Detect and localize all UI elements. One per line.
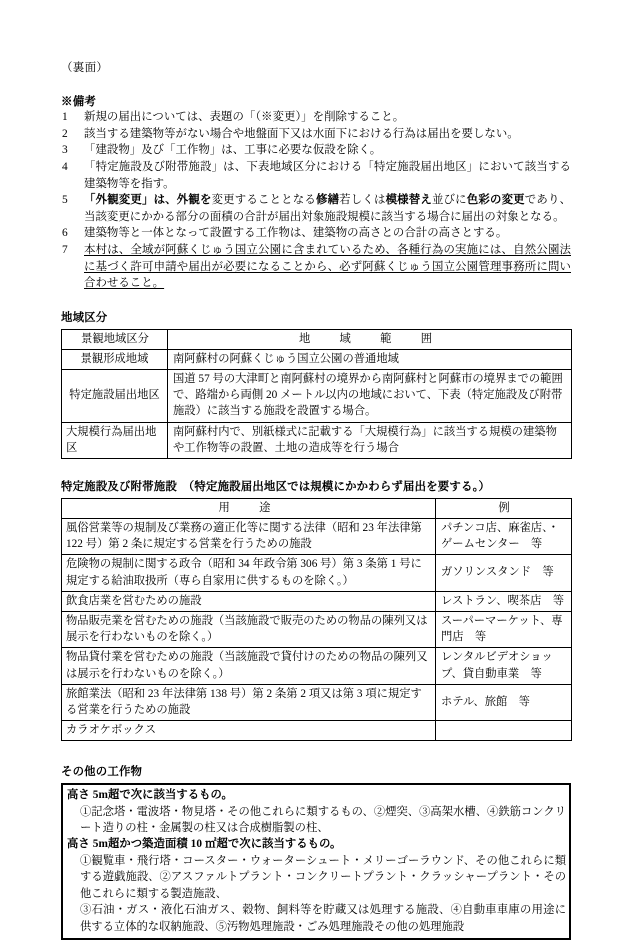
facility-row-example: レンタルビデオショップ、貸自動車業 等: [436, 648, 572, 684]
remark-note-text: [84, 225, 571, 242]
remark-note-text: [84, 109, 571, 126]
area-header-range: 地 域 範 囲: [168, 329, 572, 349]
facility-row-use: 危険物の規制に関する政令（昭和 34 年政令第 306 号）第 3 条第 1 号に規定する給油取扱所（専ら自家用に供するものを除く。）: [62, 555, 436, 591]
spacer: [61, 459, 571, 480]
remark-note-number: 7: [62, 243, 68, 256]
table-row: [62, 422, 572, 458]
facility-row-example: スーパーマーケット、専門店 等: [436, 612, 572, 648]
remarks-section: [61, 95, 571, 292]
facility-row-use: 旅館業法（昭和 23 年法律第 138 号）第 2 条第 2 項又は第 3 項に規定する営業を行うための施設: [62, 684, 436, 720]
spacer: [61, 292, 571, 311]
area-row-label: 特定施設届出地区: [62, 369, 168, 422]
facility-row-use: 物品貸付業を営むための施設（当該施設で貸付けのための物品の陳列又は展示を行わないものを除く。）: [62, 648, 436, 684]
facility-row-use: 飲食店業を営むための施設: [62, 591, 436, 611]
facility-row-example: [436, 721, 572, 741]
remark-note-segment: 模様替え: [385, 194, 432, 207]
remark-note-segment: 若しくは: [339, 194, 386, 207]
table-row: [62, 349, 572, 369]
remark-note-number: 1: [62, 111, 68, 124]
remark-note-segment: 「外観変更」は、外観を: [84, 194, 212, 207]
other-structures-heading: 高さ 5m超で次に該当するもの。: [67, 789, 233, 802]
area-row-range: 国道 57 号の大津町と南阿蘇村の境界から南阿蘇村と阿蘇市の境界までの範囲で、路端から両側 20 メートル以内の地域において、下表（特定施設及び附帯施設）に該当する施設を設置する場合。: [168, 369, 572, 422]
facility-row-example: ホテル、旅館 等: [436, 684, 572, 720]
remarks-title: ※備考: [61, 95, 97, 108]
remark-note: [61, 159, 571, 192]
remark-note-number: 4: [62, 160, 68, 173]
facility-table: [61, 498, 572, 742]
remark-note-number: 3: [62, 144, 68, 157]
table-row: [62, 369, 572, 422]
table-row: [62, 648, 572, 684]
remark-note-text: [84, 242, 571, 292]
facility-row-example: ガソリンスタンド 等: [436, 555, 572, 591]
remark-note-text: [84, 159, 571, 192]
other-structures-section: [61, 765, 571, 939]
remark-note-segment: 建築物等と一体となって設置する工作物は、建築物の高さとの合計の高さとする。: [84, 227, 508, 240]
remark-note-segment: 本村は、全域が阿蘇くじゅう国立公園に含まれているため、各種行為の実施には、自然公園法に基づく許可申請や届出が必要になることから、必ず阿蘇くじゅう国立公園管理事務所に問い合わせること。: [84, 243, 571, 290]
table-header-row: [62, 498, 572, 518]
facility-row-use: 物品販売業を営むための施設（当該施設で販売のための物品の陳列又は展示を行わないものを除く。）: [62, 612, 436, 648]
area-row-range: 南阿蘇村の阿蘇くじゅう国立公園の普通地域: [168, 349, 572, 369]
area-row-range: 南阿蘇村内で、別紙様式に記載する「大規模行為」に該当する規模の建築物や工作物等の設置、土地の造成等を行う場合: [168, 422, 572, 458]
remark-note-segment: 「建設物」及び「工作物」は、工事に必要な仮設を除く。: [84, 144, 382, 157]
facility-row-use: 風俗営業等の規制及び業務の適正化等に関する法律（昭和 23 年法律第 122 号）第 2 条に規定する営業を行うための施設: [62, 518, 436, 554]
area-division-table: [61, 329, 572, 459]
side-label: （裏面）: [61, 62, 109, 74]
area-division-section: [61, 311, 571, 459]
table-row: [62, 684, 572, 720]
table-row: [62, 591, 572, 611]
other-structures-heading: 高さ 5m超かつ築造面積 10 ㎡超で次に該当するもの。: [67, 838, 342, 851]
remark-note-segment: 変更することとなる: [211, 194, 316, 207]
facility-row-example: レストラン、喫茶店 等: [436, 591, 572, 611]
remark-note: [61, 192, 571, 225]
remark-note-segment: 新規の届出については、表題の「（※変更）」を削除すること。: [84, 111, 405, 124]
remark-note-segment: 修繕: [315, 194, 340, 207]
remark-note-text: [84, 192, 571, 225]
facility-row-example: パチンコ店、麻雀店、・ゲームセンター 等: [436, 518, 572, 554]
table-row: [62, 518, 572, 554]
other-structures-box: [61, 783, 571, 940]
remark-note-segment: 色彩の変更: [466, 194, 525, 207]
remark-note-segment: であり、当該変更にかかる部分の面積の合計が届出対象施設規模に該当する場合に届出の対象となる。: [84, 194, 572, 223]
area-division-rows: [62, 349, 572, 458]
remark-note-segment: 該当する建築物等がない場合や地盤面下又は水面下における行為は届出を要しない。: [84, 127, 519, 140]
table-header-row: [62, 329, 572, 349]
remark-note-text: [84, 126, 571, 143]
document-body: [61, 0, 571, 940]
remarks-note-list: [61, 109, 571, 292]
area-header-category: 景観地域区分: [62, 329, 168, 349]
remark-note-number: 2: [62, 127, 68, 140]
remark-note: [61, 225, 571, 242]
facility-header-use: 用 途: [62, 498, 436, 518]
remark-note: [61, 109, 571, 126]
remark-note-number: 6: [62, 227, 68, 240]
remark-note-segment: 「特定施設及び附帯施設」は、下表地域区分における「特定施設届出地区」において該当する建築物等を指す。: [84, 160, 571, 190]
other-structures-item: ①記念塔・電波塔・物見塔・その他これらに類するもの、②煙突、③高架水槽、④鉄筋コンクリート造りの柱・金属製の柱又は合成樹脂製の柱、: [80, 805, 566, 835]
facility-rows: [62, 518, 572, 740]
table-row: [62, 612, 572, 648]
remark-note: [61, 142, 571, 159]
table-row: [62, 555, 572, 591]
remark-note: [61, 126, 571, 143]
table-row: [62, 721, 572, 741]
area-division-caption: 地域区分: [61, 311, 108, 324]
area-row-label: 景観形成地域: [62, 349, 168, 369]
facility-section: [61, 480, 571, 741]
facility-row-use: カラオケボックス: [62, 721, 436, 741]
remark-note: [61, 242, 571, 292]
remark-note-segment: 並びに: [431, 194, 467, 207]
remark-note-text: [84, 142, 571, 159]
spacer: [61, 741, 571, 765]
facility-header-example: 例: [436, 498, 572, 518]
other-structures-item: ③石油・ガス・液化石油ガス、穀物、飼料等を貯蔵又は処理する施設、④自動車車庫の用途に供する立体的な収納施設、⑤汚物処理施設・ごみ処理施設その他の処理施設: [80, 904, 566, 933]
area-row-label: 大規模行為届出地区: [62, 422, 168, 458]
facility-caption: 特定施設及び附帯施設 （特定施設届出地区では規模にかかわらず届出を要する。）: [61, 480, 491, 493]
remark-note-number: 5: [62, 194, 68, 207]
other-structures-caption: その他の工作物: [61, 766, 143, 779]
other-structures-item: ①観覧車・飛行塔・コースター・ウォーターシュート・メリーゴーラウンド、その他これらに類する遊戯施設、②アスファルトプラント・コンクリートプラント・クラッシャープラント・その他これらに類する製造施設、: [80, 854, 566, 900]
